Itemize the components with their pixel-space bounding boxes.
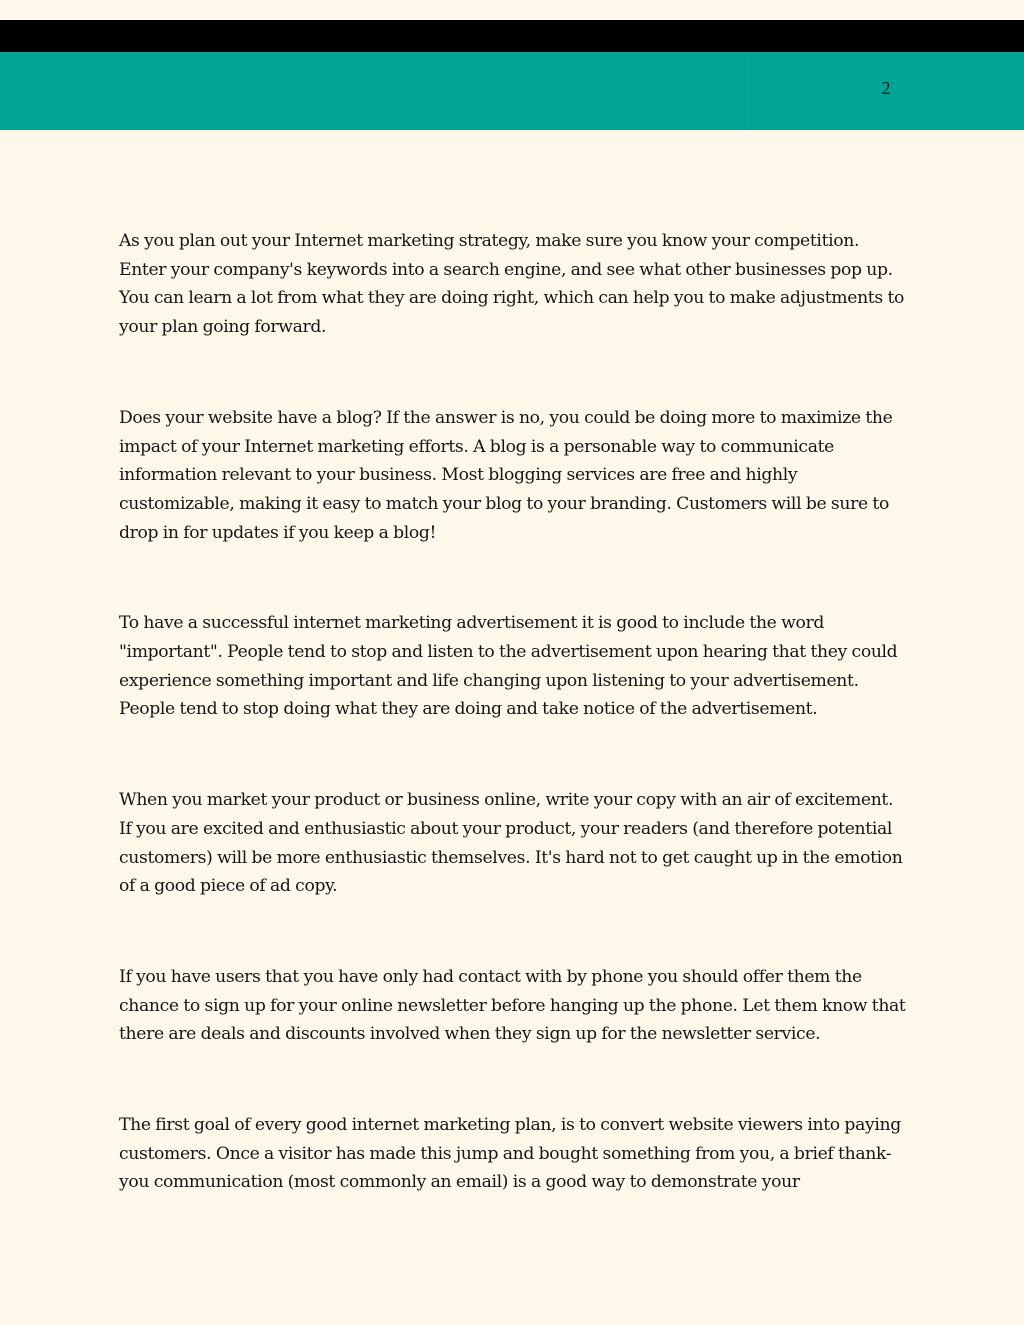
- document-body: [119, 227, 909, 1259]
- paragraph-important-word: To have a successful internet marketing advertisement it is good to include the word "important". People tend to stop and listen to the advertisement upon hearing that they could experience something important and life changing upon listening to your advertisement. People tend to stop doing what they are doing and take notice of the advertisement.: [119, 613, 898, 720]
- paragraph-excitement: When you market your product or business online, write your copy with an air of excitement. If you are excited and enthusiastic about your product, your readers (and therefore potential customers) will be more enthusiastic themselves. It's hard not to get caught up in the emotion of a good piece of ad copy.: [119, 790, 903, 897]
- paragraph-competition: As you plan out your Internet marketing strategy, make sure you know your competition. Enter your company's keywords into a search engine, and see what other businesses pop up. You can learn a lot from what they are doing right, which can help you to make adjustments to your plan going forward.: [119, 231, 904, 338]
- paragraph-conversion: The first goal of every good internet marketing plan, is to convert website viewers into paying customers. Once a visitor has made this jump and bought something from you, a brief thank-you communication (most commonly an email) is a good way to demonstrate your: [119, 1115, 901, 1193]
- paragraph-newsletter: If you have users that you have only had contact with by phone you should offer them the chance to sign up for your online newsletter before hanging up the phone. Let them know that there are deals and discounts involved when they sign up for the newsletter service.: [119, 966, 906, 1045]
- header-top-bar: [0, 20, 1024, 52]
- page-number: 2: [881, 78, 891, 98]
- header-band-divider: [751, 52, 752, 130]
- paragraph-blog: Does your website have a blog? If the answer is no, you could be doing more to maximize the impact of your Internet marketing efforts. A blog is a personable way to communicate information relevant to your business. Most blogging services are free and highly customizable, making it easy to match your blog to your branding. Customers will be sure to drop in for updates if you keep a blog!: [119, 407, 893, 543]
